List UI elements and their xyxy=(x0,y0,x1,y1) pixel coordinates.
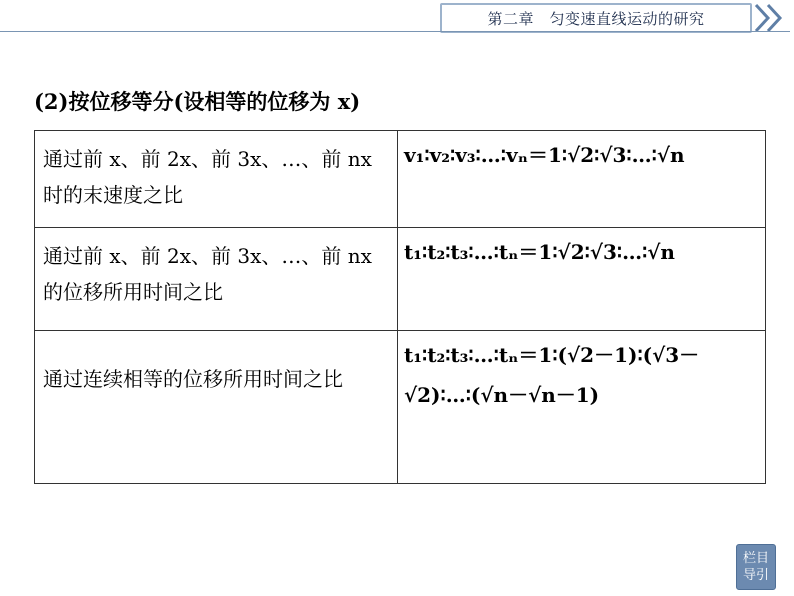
chapter-header xyxy=(422,3,762,33)
section-nav-button[interactable] xyxy=(736,544,776,590)
nav-button-line2: 导引 xyxy=(742,568,769,583)
row-formula-cell xyxy=(398,131,766,228)
row-formula: t₁∶t₂∶t₃∶…∶tₙ＝1∶√2∶√3∶…∶√n xyxy=(404,240,675,264)
table-row xyxy=(35,228,766,331)
double-chevron-right-icon xyxy=(752,3,792,33)
row-formula-cell xyxy=(398,228,766,331)
row-formula: t₁∶t₂∶t₃∶…∶tₙ＝1∶(√2－1)∶(√3－√2)∶…∶(√n－√n－1) xyxy=(404,343,700,407)
row-label-cell xyxy=(35,228,398,331)
row-label: 通过连续相等的位移所用时间之比 xyxy=(43,367,343,391)
nav-button-line1: 栏目 xyxy=(742,551,769,566)
row-formula: v₁∶v₂∶v₃∶…∶vₙ＝1∶√2∶√3∶…∶√n xyxy=(404,143,685,167)
row-formula-cell xyxy=(398,331,766,484)
chapter-title: 第二章 匀变速直线运动的研究 xyxy=(440,3,752,33)
row-label: 通过前 x、前 2x、前 3x、…、前 nx 时的末速度之比 xyxy=(43,147,372,207)
ratio-table xyxy=(34,130,766,484)
header-divider xyxy=(0,31,790,32)
row-label: 通过前 x、前 2x、前 3x、…、前 nx 的位移所用时间之比 xyxy=(43,244,372,304)
table-row xyxy=(35,131,766,228)
row-label-cell xyxy=(35,331,398,484)
row-label-cell xyxy=(35,131,398,228)
section-subtitle: (2)按位移等分(设相等的位移为 x) xyxy=(34,89,361,114)
table-row xyxy=(35,331,766,484)
